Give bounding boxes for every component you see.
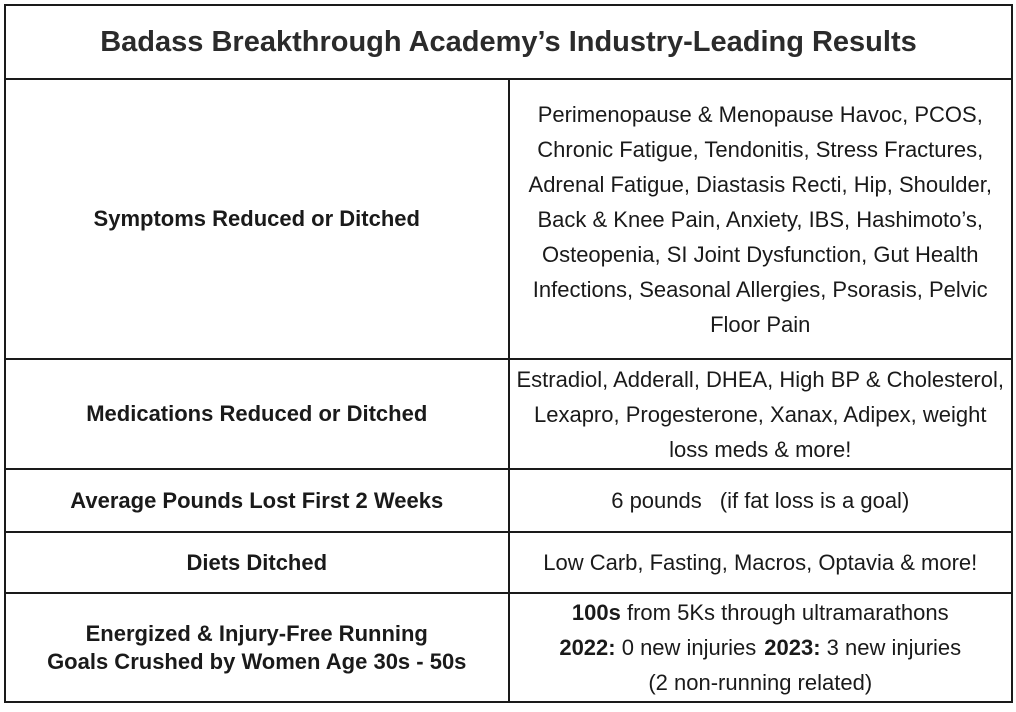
row-label-diets: Diets Ditched [5, 532, 509, 593]
results-table [4, 4, 1013, 703]
table-row [5, 79, 1012, 359]
table-row [5, 532, 1012, 593]
row-value-pounds [509, 469, 1013, 532]
running-value-line-3: (2 non-running related) [648, 670, 873, 695]
running-range: from 5Ks through ultramarathons [620, 600, 949, 625]
pounds-amount: 6 pounds [611, 488, 702, 513]
row-label-running [5, 593, 509, 702]
running-label-line-1: Energized & Injury-Free Running [85, 620, 428, 646]
table-row [5, 359, 1012, 469]
running-value-line-2 [514, 630, 1008, 665]
row-label-symptoms: Symptoms Reduced or Ditched [5, 79, 509, 359]
row-value-medications: Estradiol, Adderall, DHEA, High BP & Cholesterol, Lexapro, Progesterone, Xanax, Adipex, weight loss meds & more! [509, 359, 1013, 469]
running-label-line-2: Goals Crushed by Women Age 30s - 50s [47, 648, 467, 674]
running-value-line-1 [514, 595, 1008, 630]
year-2023-label: 2023: [764, 635, 821, 660]
running-count: 100s [571, 600, 621, 625]
row-value-diets: Low Carb, Fasting, Macros, Optavia & more! [509, 532, 1013, 593]
year-2022-value: 0 new injuries [615, 635, 757, 660]
title-row [5, 5, 1012, 79]
year-2022-label: 2022: [559, 635, 616, 660]
table-row [5, 593, 1012, 702]
table-title: Badass Breakthrough Academy’s Industry-Leading Results [5, 5, 1012, 79]
table-row [5, 469, 1012, 532]
pounds-note: (if fat loss is a goal) [719, 488, 910, 513]
row-label-medications: Medications Reduced or Ditched [5, 359, 509, 469]
row-value-symptoms: Perimenopause & Menopause Havoc, PCOS, Chronic Fatigue, Tendonitis, Stress Fractures, Adrenal Fatigue, Diastasis Recti, Hip, Shoulder, Back & Knee Pain, Anxiety, IBS, Hashimoto’s, Osteopenia, SI Joint Dysfunction, Gut Health Infections, Seasonal Allergies, Psorasis, Pelvic Floor Pain [509, 79, 1013, 359]
row-label-pounds: Average Pounds Lost First 2 Weeks [5, 469, 509, 532]
row-value-running [509, 593, 1013, 702]
year-2023-value: 3 new injuries [820, 635, 962, 660]
